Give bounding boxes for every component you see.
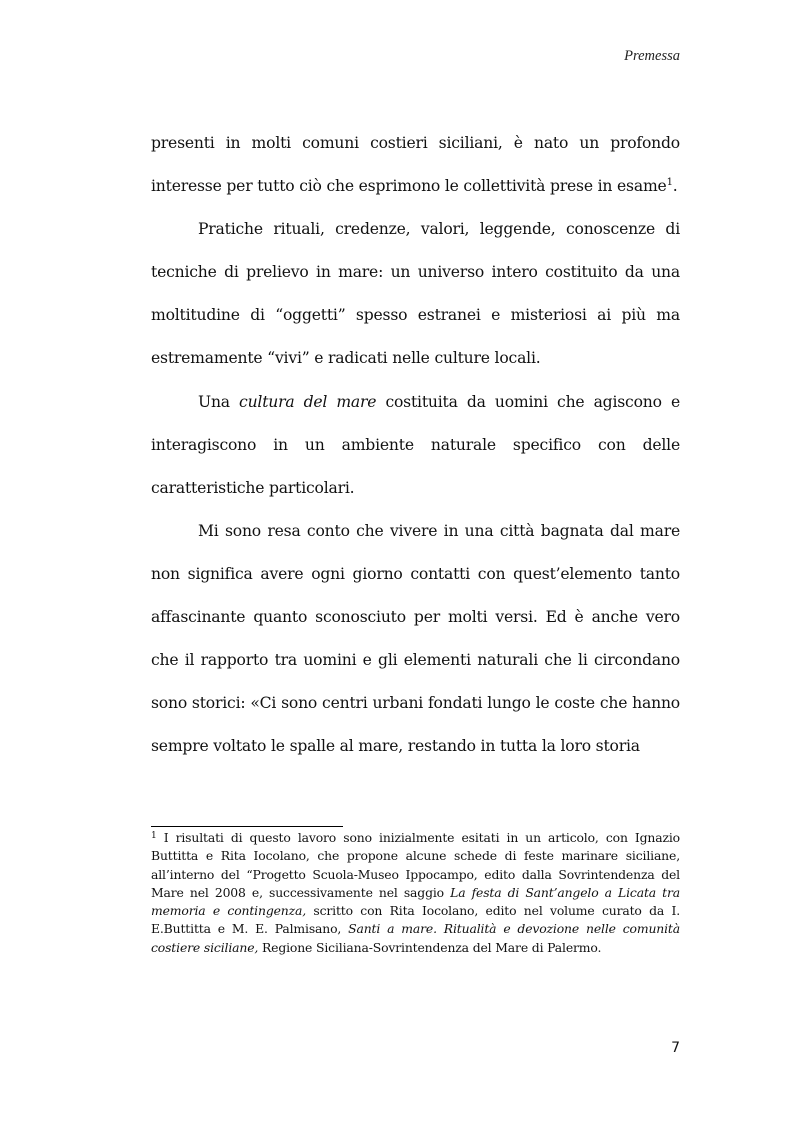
- running-header: Premessa: [624, 48, 680, 64]
- paragraph-2: Pratiche rituali, credenze, valori, leggende, conoscenze di tecniche di prelievo in mare: un universo intero costituito da una moltitudine di “oggetti” spesso estranei e misteriosi ai più ma estremamente “vivi” e radicati nelle culture locali.: [151, 220, 680, 368]
- paragraph-3-after: costituita da uomini che agiscono e interagiscono in un ambiente naturale specifico con delle caratteristiche particolari.: [151, 392, 680, 497]
- footnote-1: [151, 829, 680, 957]
- paragraph-3: [151, 381, 680, 510]
- footnote-part-2: scritto con Rita Iocolano, edito nel volume curato da I. E.Buttitta e M. E. Palmisano,: [151, 903, 680, 937]
- paragraph-1-text: presenti in molti comuni costieri siciliani, è nato un profondo interesse per tutto ciò che esprimono le collettività prese in esame: [151, 134, 680, 196]
- footnote-title-1: La festa di Sant’angelo a Licata tra memoria e contingenza,: [151, 884, 680, 919]
- footnote-part-1: I risultati di questo lavoro sono inizialmente esitati in un articolo, con Ignazio Buttitta e Rita Iocolano, che propone alcune schede di feste marinare siciliane, all’interno del “Progetto Scuola-Museo Ippocampo, edito dalla Sovrintendenza del Mare nel 2008 e, successivamente nel saggio: [151, 830, 680, 900]
- footnote-title-2: Santi a mare. Ritualità e devozione nelle comunità costiere siciliane,: [151, 921, 680, 955]
- paragraph-3-before: Una: [198, 392, 240, 411]
- paragraph-1: [151, 122, 680, 208]
- footnote-part-3: Regione Siciliana-Sovrintendenza del Mare di Palermo.: [258, 939, 602, 955]
- footnote-number: 1: [151, 831, 157, 841]
- main-text: [151, 122, 680, 768]
- footnote-separator: [151, 826, 343, 827]
- footnote-reference[interactable]: 1: [666, 177, 673, 189]
- page-number: 7: [671, 1040, 680, 1056]
- paragraph-4: Mi sono resa conto che vivere in una città bagnata dal mare non significa avere ogni giorno contatti con quest’elemento tanto affascinante quanto sconosciuto per molti versi. Ed è anche vero che il rapporto tra uomini e gli elementi naturali che li circondano sono storici: «Ci sono centri urbani fondati lungo le coste che hanno sempre voltato le spalle al mare, restando in tutta la loro storia: [151, 521, 680, 756]
- paragraph-3-emphasis: cultura del mare: [239, 392, 377, 411]
- paragraph-1-end: .: [672, 177, 678, 196]
